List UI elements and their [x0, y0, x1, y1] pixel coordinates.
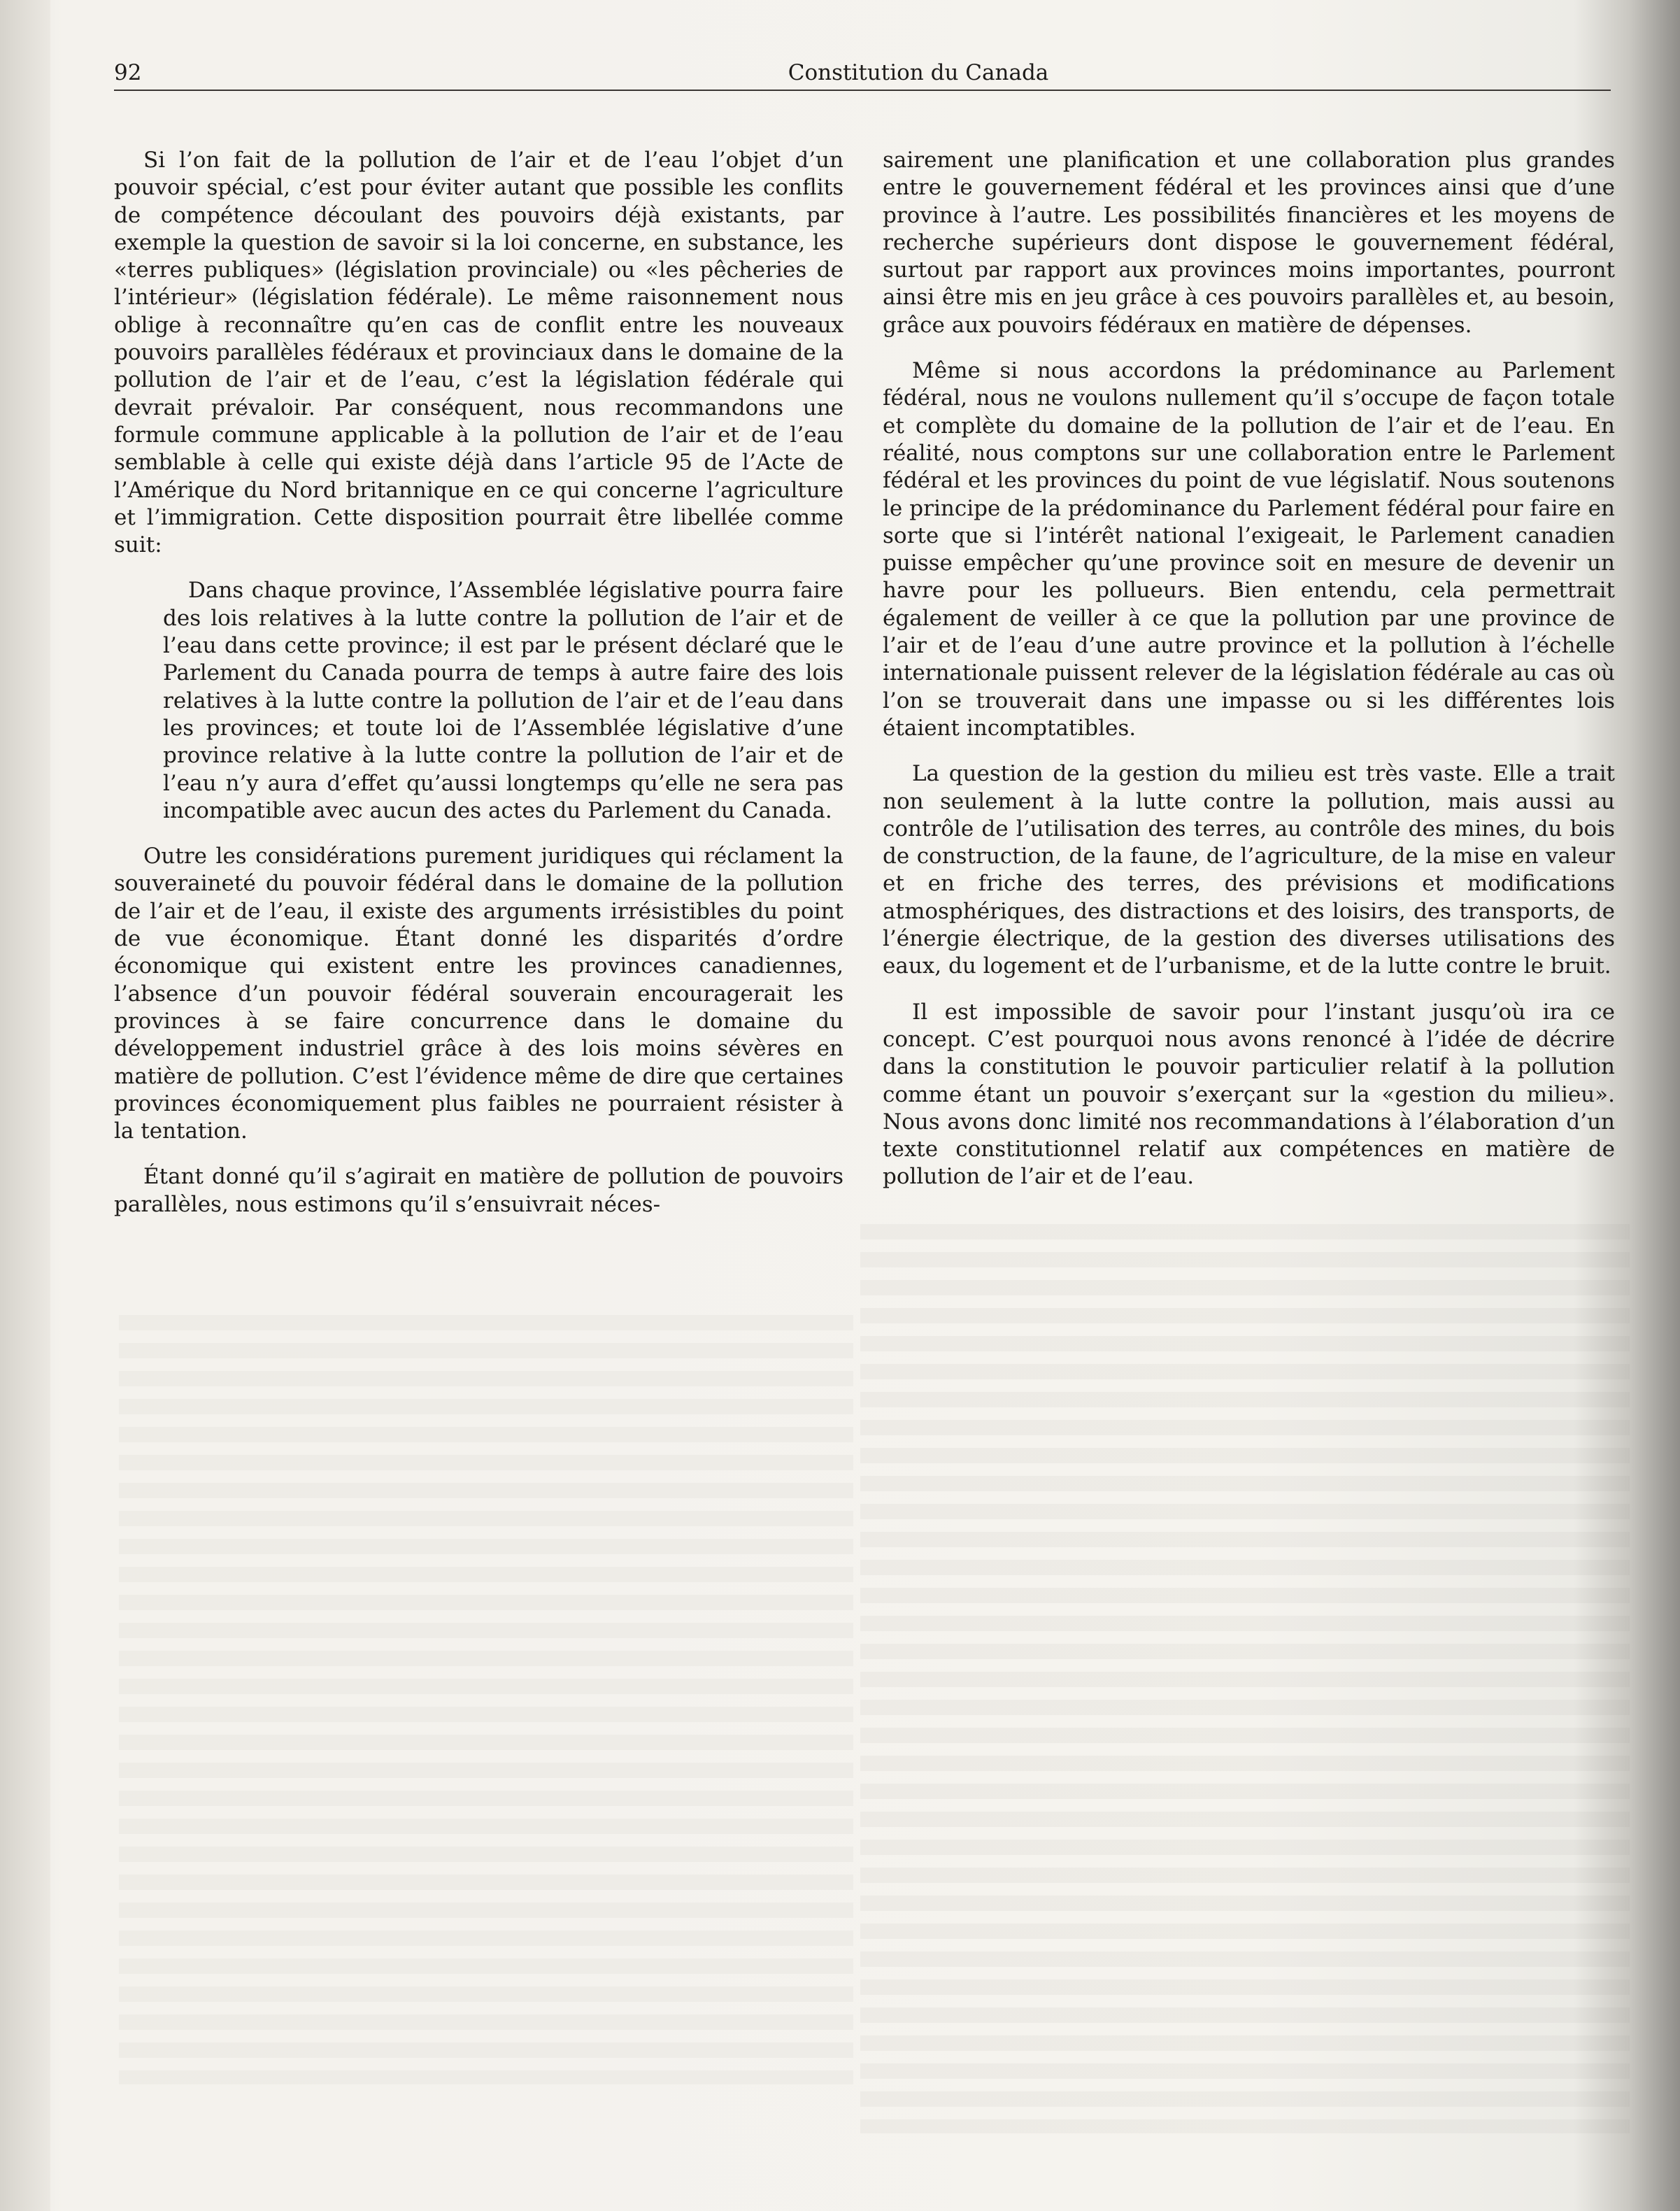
paragraph-continued: sairement une planification et une collaboration plus grandes entre le gouvernement fédéral et les provinces ainsi que d’une province à l’autre. Les possibilités financières et les moyens de recherche supérieurs dont dispose le gouvernement fédéral, surtout par rapport aux provinces moins importantes, pourront ainsi être mis en jeu grâce à ces pouvoirs parallèles et, au besoin, grâce aux pouvoirs fédéraux en matière de dépenses. [883, 148, 1615, 338]
paragraph: Même si nous accordons la prédominance au Parlement fédéral, nous ne voulons nullement qu’il s’occupe de façon totale et complète du domaine de la pollution de l’air et de l’eau. En réalité, nous comptons sur une collaboration entre le Parlement fédéral et les provinces du point de vue législatif. Nous soutenons le principe de la prédominance du Parlement fédéral pour faire en sorte que si l’intérêt national l’exigeait, le Parlement canadien puisse empêcher qu’une province soit en mesure de devenir un havre pour les pollueurs. Bien entendu, cela permettrait également de veiller à ce que la pollution par une province de l’air et de l’eau d’une autre province et la pollution à l’échelle internationale puissent relever de la législation fédérale au cas où l’on se trouverait dans une impasse ou si les différentes lois étaient incomptatibles. [883, 358, 1615, 741]
running-title: Constitution du Canada [788, 60, 1049, 85]
page-binding-edge [0, 0, 50, 2211]
paragraph: Il est impossible de savoir pour l’instant jusqu’où ira ce concept. C’est pourquoi nous avons renoncé à l’idée de décrire dans la constitution le pouvoir particulier relatif à la pollution comme étant un pouvoir s’exerçant sur la «gestion du milieu». Nous avons donc limité nos recommandations à l’élaboration d’un texte constitutionnel relatif aux compétences en matière de pollution de l’air et de l’eau. [883, 999, 1615, 1190]
paragraph: Étant donné qu’il s’agirait en matière de pollution de pouvoirs parallèles, nous estimons qu’il s’ensuivrait néces- [114, 1164, 843, 1217]
left-column [114, 147, 843, 1237]
bleed-through-texture [860, 1224, 1630, 2133]
paragraph: Si l’on fait de la pollution de l’air et de l’eau l’objet d’un pouvoir spécial, c’est pour éviter autant que possible les conflits de compétence découlant des pouvoirs déjà existants, par exemple la question de savoir si la loi concerne, en substance, les «terres publiques» (législation provinciale) ou «les pêcheries de l’intérieur» (législation fédérale). Le même raisonnement nous oblige à reconnaître qu’en cas de conflit entre les nouveaux pouvoirs parallèles fédéraux et provinciaux dans le domaine de la pollution de l’air et de l’eau, c’est la législation fédérale qui devrait prévaloir. Par conséquent, nous recommandons une formule commune applicable à la pollution de l’air et de l’eau semblable à celle qui existe déjà dans l’article 95 de l’Acte de l’Amérique du Nord britannique en ce qui concerne l’agriculture et l’immigration. Cette disposition pourrait être libellée comme suit: [114, 148, 843, 558]
bleed-through-texture-left [119, 1315, 853, 2084]
paragraph: La question de la gestion du milieu est très vaste. Elle a trait non seulement à la lutte contre la pollution, mais aussi au contrôle de l’utilisation des terres, au contrôle des mines, du bois de construction, de la faune, de l’agriculture, de la mise en valeur et en friche des terres, des prévisions et modifications atmosphériques, des distractions et des loisirs, des transports, de l’énergie électrique, de la gestion des diverses utilisations des eaux, du logement et de l’urbanisme, et de la lutte contre le bruit. [883, 761, 1615, 979]
paragraph: Outre les considérations purement juridiques qui réclament la souveraineté du pouvoir fédéral dans le domaine de la pollution de l’air et de l’eau, il existe des arguments irrésistibles du point de vue économique. Étant donné les disparités d’ordre économique qui existent entre les provinces canadiennes, l’absence d’un pouvoir fédéral souverain encouragerait les provinces à se faire concurrence dans le domaine du développement industriel grâce à des lois moins sévères en matière de pollution. C’est l’évidence même de dire que certaines provinces économiquement plus faibles ne pourraient résister à la tentation. [114, 844, 843, 1144]
block-quote: Dans chaque province, l’Assemblée législative pourra faire des lois relatives à la lutte contre la pollution de l’air et de l’eau dans cette province; il est par le présent déclaré que le Parlement du Canada pourra de temps à autre faire des lois relatives à la lutte contre la pollution de l’air et de l’eau dans les provinces; et toute loi de l’Assemblée législative d’une province relative à la lutte contre la pollution de l’air et de l’eau n’y aura d’effet qu’aussi longtemps qu’elle ne sera pas incompatible avec aucun des actes du Parlement du Canada. [163, 578, 843, 823]
page-number: 92 [114, 60, 142, 85]
running-header [114, 59, 1611, 91]
right-column [883, 147, 1615, 1209]
